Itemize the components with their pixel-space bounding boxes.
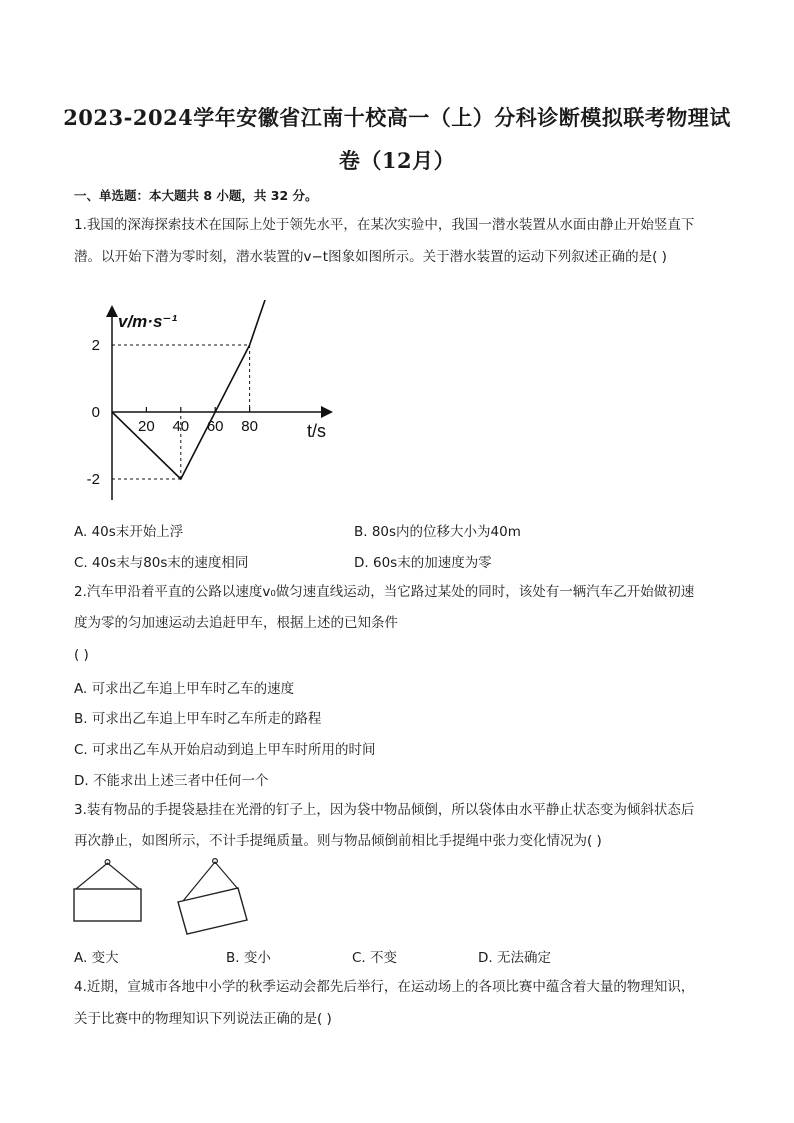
q2-option-d[interactable]: D. 不能求出上述三者中任何一个 <box>74 773 269 789</box>
q1-option-b[interactable]: B. 80s内的位移大小为40m <box>354 524 521 540</box>
x-tick-label: 80 <box>241 418 258 435</box>
q2-answer-paren: ( ) <box>74 647 89 663</box>
x-tick-label: 60 <box>206 418 224 435</box>
bag-tilted <box>178 859 247 934</box>
bag-level <box>74 860 141 921</box>
page-title-line-2: 卷（12月） <box>338 148 456 173</box>
q1-text-line-2: 潜。以开始下潜为零时刻，潜水装置的v−t图象如图所示。关于潜水装置的运动下列叙述正确的是( ) <box>74 249 667 265</box>
q4-text-line-1: 4.近期，宣城市各地中小学的秋季运动会都先后举行，在运动场上的各项比赛中蕴含着大量的物理知识， <box>74 979 695 995</box>
y-tick-label: -2 <box>86 471 100 488</box>
q1-option-d[interactable]: D. 60s末的加速度为零 <box>354 555 492 571</box>
q2-text-line-1: 2.汽车甲沿着平直的公路以速度v₀做匀速直线运动，当它路过某处的同时，该处有一辆汽车乙开始做初速 <box>74 584 695 600</box>
x-axis-label: t/s <box>307 421 327 441</box>
q2-option-b[interactable]: B. 可求出乙车追上甲车时乙车所走的路程 <box>74 711 322 727</box>
q3-option-b[interactable]: B. 变小 <box>226 950 271 966</box>
q3-text-line-1: 3.装有物品的手提袋悬挂在光滑的钉子上，因为袋中物品倾倒，所以袋体由水平静止状态变为倾斜状态后 <box>74 802 695 818</box>
q3-option-c[interactable]: C. 不变 <box>352 950 398 966</box>
q3-option-a[interactable]: A. 变大 <box>74 950 119 966</box>
bag-figure <box>70 855 250 940</box>
q2-option-a[interactable]: A. 可求出乙车追上甲车时乙车的速度 <box>74 681 295 697</box>
y-axis-label: v/m·s⁻¹ <box>118 312 178 331</box>
x-tick-label: 20 <box>138 418 155 435</box>
x-tick-label: 40 <box>172 418 190 435</box>
q1-option-c[interactable]: C. 40s末与80s末的速度相同 <box>74 555 249 571</box>
page-title-line-1: 2023-2024学年安徽省江南十校高一（上）分科诊断模拟联考物理试 <box>63 105 731 130</box>
y-tick-label: 0 <box>91 404 100 421</box>
vt-graph <box>80 300 350 515</box>
q4-text-line-2: 关于比赛中的物理知识下列说法正确的是( ) <box>74 1011 332 1027</box>
y-tick-label: 2 <box>91 337 100 354</box>
q3-option-d[interactable]: D. 无法确定 <box>478 950 551 966</box>
q2-text-line-2: 度为零的匀加速运动去追赶甲车，根据上述的已知条件 <box>74 615 398 631</box>
q2-option-c[interactable]: C. 可求出乙车从开始启动到追上甲车时所用的时间 <box>74 742 376 758</box>
q1-option-a[interactable]: A. 40s末开始上浮 <box>74 524 184 540</box>
q3-text-line-2: 再次静止，如图所示，不计手提绳质量。则与物品倾倒前相比手提绳中张力变化情况为( ) <box>74 833 602 849</box>
section-heading: 一、单选题：本大题共 8 小题，共 32 分。 <box>74 188 318 203</box>
q1-text-line-1: 1.我国的深海探索技术在国际上处于领先水平，在某次实验中，我国一潜水装置从水面由静止开始竖直下 <box>74 217 695 233</box>
